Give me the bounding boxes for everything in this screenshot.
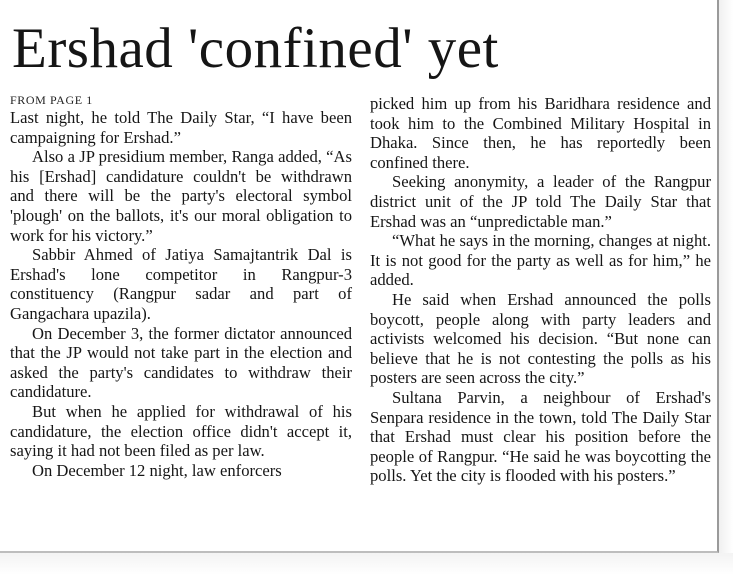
paragraph: He said when Ershad announced the polls boycott, people along with party leaders and activists welcomed his decision. “But none can believe that he is not contesting the polls as his posters are seen across the city.” <box>370 289 711 388</box>
paragraph: But when he applied for withdrawal of his candidature, the election office didn't accept it, saying it had not been filed as per law. <box>10 401 352 461</box>
paragraph: Last night, he told The Daily Star, “I have been campaigning for Ershad.” <box>10 108 352 147</box>
paragraph: picked him up from his Baridhara residence and took him to the Combined Military Hospital in Dhaka. Since then, he has reportedly been confined there. <box>370 94 711 172</box>
article-column-right <box>370 94 711 486</box>
paragraph: Sabbir Ahmed of Jatiya Samajtantrik Dal is Ershad's lone competitor in Rangpur-3 constituency (Rangpur sadar and part of Gangachara upazila). <box>10 245 352 323</box>
paragraph: “What he says in the morning, changes at night. It is not good for the party as well as for him,” he added. <box>370 231 711 290</box>
paragraph: Seeking anonymity, a leader of the Rangpur district unit of the JP told The Daily Star that Ershad was an “unpredictable man.” <box>370 172 711 231</box>
jump-line: FROM PAGE 1 <box>10 93 93 107</box>
article-column-left <box>10 93 352 480</box>
paragraph: On December 12 night, law enforcers <box>32 460 282 480</box>
page-bottom-shadow <box>0 553 733 575</box>
page-edge-shadow <box>719 0 733 575</box>
paragraph: Sultana Parvin, a neighbour of Ershad's Senpara residence in the town, told The Daily Star that Ershad must clear his position before the people of Rangpur. “He said he was boycotting the polls. Yet the city is flooded with his posters.” <box>370 387 711 486</box>
article-headline: Ershad 'confined' yet <box>12 17 499 80</box>
paragraph: Also a JP presidium member, Ranga added, “As his [Ershad] candidature couldn't be withdrawn and there will be the party's electoral symbol 'plough' on the ballots, it's our moral obligation to work for his victory.” <box>10 147 352 245</box>
paragraph: On December 3, the former dictator announced that the JP would not take part in the election and asked the party's candidates to withdraw their candidature. <box>10 323 352 402</box>
